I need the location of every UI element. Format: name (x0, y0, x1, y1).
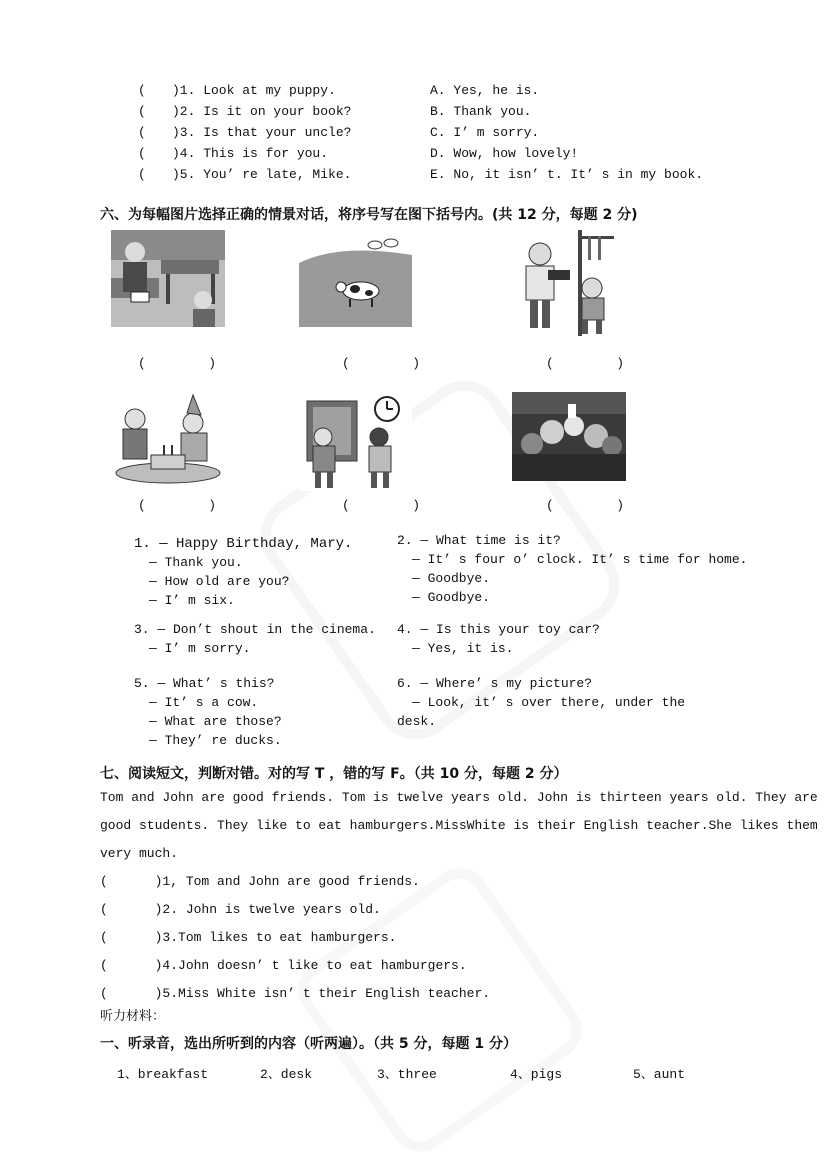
listening-word: 4、pigs (510, 1067, 563, 1082)
listening-word: 5、aunt (633, 1067, 686, 1082)
true-false-item[interactable]: ( )5.Miss White isn’ t their English teacher. (100, 986, 491, 1001)
birthday-picture (111, 393, 225, 485)
passage-line: Tom and John are good friends. Tom is twelve years old. John is thirteen years old. They are (100, 790, 818, 805)
match-bracket: ( (138, 104, 146, 119)
dialogue-1-line: 1. — Happy Birthday, Mary. (134, 536, 353, 552)
match-answer: C. I’ m sorry. (430, 125, 540, 140)
true-false-item[interactable]: ( )3.Tom likes to eat hamburgers. (100, 930, 397, 945)
clock-picture (299, 393, 412, 491)
dialogue-4-line: — Yes, it is. (412, 641, 514, 656)
dialogue-2-line: — Goodbye. (412, 590, 491, 605)
dialogue-2-line: — It’ s four o’ clock. It’ s time for home. (412, 552, 748, 567)
match-answer: B. Thank you. (430, 104, 532, 119)
answer-bracket[interactable]: ( ) (138, 498, 217, 513)
dialogue-5-line: — It’ s a cow. (149, 695, 259, 710)
dialogue-2-line: 2. — What time is it? (397, 533, 561, 548)
dialogue-2-line: — Goodbye. (412, 571, 491, 586)
dialogue-5-line: 5. — What’ s this? (134, 676, 275, 691)
listening-word: 3、three (377, 1067, 437, 1082)
section7-heading: 七、阅读短文，判断对错。对的写 T ，错的写 F。（共 10 分，每题 2 分） (100, 766, 568, 782)
match-question: )2. Is it on your book? (172, 104, 352, 119)
listening-word: 1、breakfast (117, 1067, 209, 1082)
dialogue-5-line: — They’ re ducks. (149, 733, 282, 748)
listening-label: 听力材料： (100, 1009, 166, 1024)
true-false-item[interactable]: ( )4.John doesn’ t like to eat hamburgers. (100, 958, 467, 973)
dialogue-3-line: 3. — Don’t shout in the cinema. (134, 622, 376, 637)
classroom-picture (111, 230, 225, 327)
dialogue-5-line: — What are those? (149, 714, 282, 729)
listening-heading: 一、听录音，选出所听到的内容（听两遍）。（共 5 分，每题 1 分） (100, 1036, 517, 1052)
true-false-item[interactable]: ( )2. John is twelve years old. (100, 902, 381, 917)
dialogue-3-line: — I’ m sorry. (149, 641, 251, 656)
farm-picture (299, 233, 412, 327)
passage-line: good students. They like to eat hamburgers.MissWhite is their English teacher.She likes them (100, 818, 818, 833)
answer-bracket[interactable]: ( ) (342, 356, 421, 371)
match-bracket: ( (138, 146, 146, 161)
true-false-item[interactable]: ( )1, Tom and John are good friends. (100, 874, 420, 889)
match-question: )4. This is for you. (172, 146, 329, 161)
match-bracket: ( (138, 167, 146, 182)
dialogue-6-line: 6. — Where’ s my picture? (397, 676, 593, 691)
match-bracket: ( (138, 83, 146, 98)
listening-word: 2、desk (260, 1067, 313, 1082)
dialogue-6-line: desk. (397, 714, 437, 729)
dialogue-1-line: — Thank you. (149, 555, 243, 570)
dialogue-4-line: 4. — Is this your toy car? (397, 622, 600, 637)
cinema-picture (512, 392, 626, 481)
dialogue-6-line: — Look, it’ s over there, under the (412, 695, 686, 710)
match-question: )1. Look at my puppy. (172, 83, 336, 98)
toy-car-picture (512, 230, 626, 338)
answer-bracket[interactable]: ( ) (546, 498, 625, 513)
match-bracket: ( (138, 125, 146, 140)
match-question: )3. Is that your uncle? (172, 125, 352, 140)
dialogue-1-line: — How old are you? (149, 574, 290, 589)
dialogue-1-line: — I’ m six. (149, 593, 235, 608)
answer-bracket[interactable]: ( ) (138, 356, 217, 371)
match-answer: D. Wow, how lovely! (430, 146, 579, 161)
section6-heading: 六、为每幅图片选择正确的情景对话，将序号写在图下括号内。(共 12 分，每题 2 分) (100, 207, 638, 223)
match-question: )5. You’ re late, Mike. (172, 167, 352, 182)
answer-bracket[interactable]: ( ) (342, 498, 421, 513)
match-answer: E. No, it isn’ t. It’ s in my book. (430, 167, 704, 182)
match-answer: A. Yes, he is. (430, 83, 540, 98)
answer-bracket[interactable]: ( ) (546, 356, 625, 371)
passage-line: very much. (100, 846, 179, 861)
